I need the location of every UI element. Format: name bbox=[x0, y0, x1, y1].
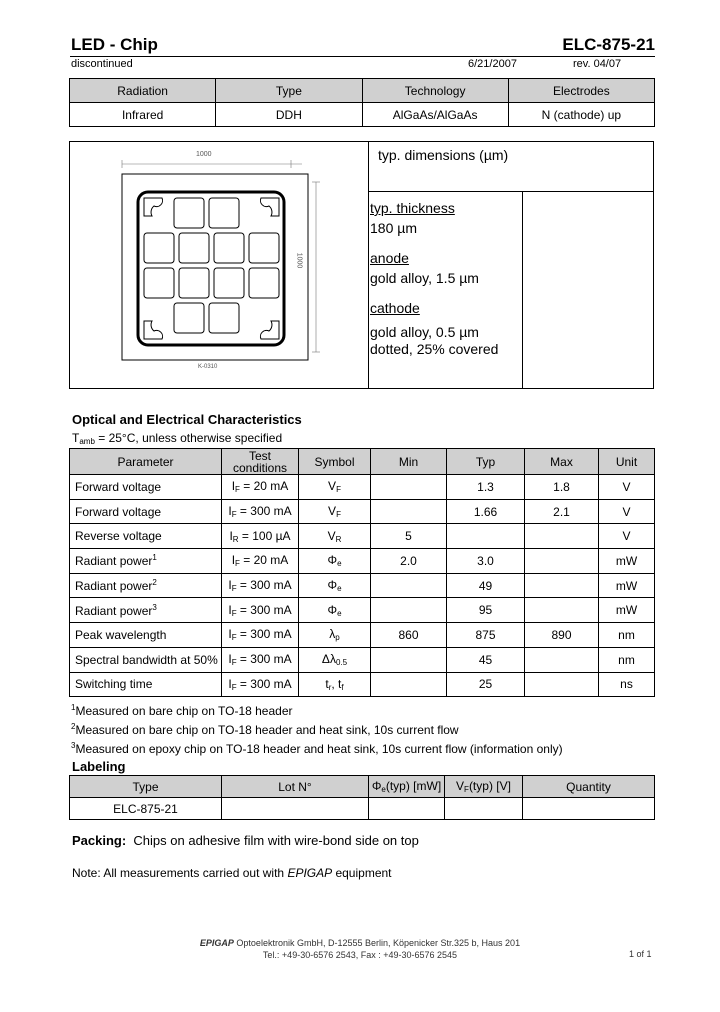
col-header-test: Test conditions bbox=[222, 449, 299, 475]
cell-parameter: Forward voltage bbox=[70, 499, 222, 524]
cell-typ: 25 bbox=[447, 672, 525, 697]
table-row bbox=[70, 499, 655, 524]
cell-unit: V bbox=[599, 524, 655, 549]
table-row bbox=[70, 647, 655, 672]
doc-type-title: LED - Chip bbox=[71, 35, 158, 54]
cell-min: 860 bbox=[371, 623, 447, 648]
cell-symbol: $\Delta\lambda_{0.5}$ bbox=[299, 647, 371, 672]
cell-unit: ns bbox=[599, 672, 655, 697]
cell-max: 2.1 bbox=[525, 499, 599, 524]
footnote: $^3$Measured on epoxy chip on TO-18 header and heat sink, 10s current flow (information only) bbox=[71, 741, 563, 756]
summary-value: DDH bbox=[216, 103, 362, 127]
summary-header: Type bbox=[216, 79, 362, 103]
drawing-code: K-0310 bbox=[198, 364, 218, 370]
footnotes bbox=[71, 700, 563, 757]
thickness-heading: typ. thickness bbox=[370, 200, 455, 216]
cell-condition: $I_F = 300$ mA bbox=[222, 647, 299, 672]
packing-text: Chips on adhesive film with wire-bond side on top bbox=[133, 833, 419, 848]
cell-max: 1.8 bbox=[525, 475, 599, 500]
optical-condition: $T_{amb} = 25^\circ C$, unless otherwise specified bbox=[72, 431, 283, 446]
cell-max bbox=[525, 573, 599, 598]
footnote: $^1$Measured on bare chip on TO-18 header bbox=[71, 703, 293, 718]
footnote: $^2$Measured on bare chip on TO-18 header and heat sink, 10s current flow bbox=[71, 722, 459, 737]
label-lot-value bbox=[222, 798, 369, 820]
cell-symbol: $V_F$ bbox=[299, 499, 371, 524]
drawing-height-label: 1000 bbox=[295, 252, 303, 269]
footer-line-2: Tel.: +49-30-6576 2543, Fax : +49-30-6576 2545 bbox=[262, 950, 458, 960]
cell-unit: mW bbox=[599, 598, 655, 623]
cell-max bbox=[525, 524, 599, 549]
dimensions-rule bbox=[368, 191, 654, 192]
note-brand: EPIGAP bbox=[287, 866, 333, 880]
label-header-lot: Lot N° bbox=[222, 776, 369, 798]
labeling-title: Labeling bbox=[72, 759, 126, 774]
table-row bbox=[70, 598, 655, 623]
cell-max bbox=[525, 647, 599, 672]
summary-header: Technology bbox=[362, 79, 508, 103]
cell-condition: $I_F = 20$ mA bbox=[222, 475, 299, 500]
cell-symbol: $t_r$, $t_f$ bbox=[299, 672, 371, 697]
cell-min: 2.0 bbox=[371, 549, 447, 574]
status-text: discontinued bbox=[71, 58, 133, 70]
labeling-table bbox=[69, 775, 655, 820]
table-row bbox=[70, 573, 655, 598]
cell-min bbox=[371, 475, 447, 500]
cell-unit: nm bbox=[599, 647, 655, 672]
dimensions-divider-2 bbox=[522, 191, 523, 388]
cathode-heading: cathode bbox=[370, 300, 420, 316]
table-row bbox=[70, 672, 655, 697]
cell-unit: nm bbox=[599, 623, 655, 648]
cell-min bbox=[371, 499, 447, 524]
label-phi-value bbox=[369, 798, 445, 820]
cell-symbol: $\Phi_e$ bbox=[299, 549, 371, 574]
cell-condition: $I_F = 300$ mA bbox=[222, 598, 299, 623]
anode-value: gold alloy, 1.5 µm bbox=[370, 270, 479, 286]
col-header-max: Max bbox=[525, 449, 599, 475]
summary-value: Infrared bbox=[70, 103, 216, 127]
cell-symbol: $V_F$ bbox=[299, 475, 371, 500]
summary-value: AlGaAs/AlGaAs bbox=[362, 103, 508, 127]
cell-typ: 95 bbox=[447, 598, 525, 623]
cell-parameter: Peak wavelength bbox=[70, 623, 222, 648]
cell-min bbox=[371, 573, 447, 598]
header-rule bbox=[70, 56, 655, 57]
cell-typ: 1.66 bbox=[447, 499, 525, 524]
cell-parameter: Forward voltage bbox=[70, 475, 222, 500]
cell-min bbox=[371, 647, 447, 672]
cell-parameter: Spectral bandwidth at 50% bbox=[70, 647, 222, 672]
summary-header: Electrodes bbox=[508, 79, 654, 103]
cell-condition: $I_F = 300$ mA bbox=[222, 499, 299, 524]
col-header-typ: Typ bbox=[447, 449, 525, 475]
table-row bbox=[70, 475, 655, 500]
cell-condition: $I_F = 300$ mA bbox=[222, 672, 299, 697]
cell-condition: $I_F = 20$ mA bbox=[222, 549, 299, 574]
label-quantity-value bbox=[523, 798, 655, 820]
cell-symbol: $\Phi_e$ bbox=[299, 598, 371, 623]
cell-condition: $I_F = 300$ mA bbox=[222, 623, 299, 648]
packing-label: Packing: bbox=[72, 833, 127, 848]
measurement-note: Note: All measurements carried out with EPIGAP equipment bbox=[72, 866, 392, 880]
cell-typ: 3.0 bbox=[447, 549, 525, 574]
label-header-phi: $\Phi_e(typ)$ [mW] bbox=[369, 776, 445, 798]
label-header-quantity: Quantity bbox=[523, 776, 655, 798]
cell-parameter: Radiant power$^3$ bbox=[70, 598, 222, 623]
packing-line bbox=[72, 833, 419, 848]
anode-heading: anode bbox=[370, 250, 409, 266]
table-row bbox=[70, 623, 655, 648]
summary-value: N (cathode) up bbox=[508, 103, 654, 127]
cell-parameter: Switching time bbox=[70, 672, 222, 697]
label-type-value: ELC-875-21 bbox=[70, 798, 222, 820]
cell-parameter: Radiant power$^2$ bbox=[70, 573, 222, 598]
thickness-value: 180 µm bbox=[370, 220, 417, 236]
table-row bbox=[70, 524, 655, 549]
cell-symbol: $V_R$ bbox=[299, 524, 371, 549]
cell-parameter: Radiant power$^1$ bbox=[70, 549, 222, 574]
col-header-parameter: Parameter bbox=[70, 449, 222, 475]
footer-brand: EPIGAP bbox=[199, 938, 234, 948]
col-header-min: Min bbox=[371, 449, 447, 475]
col-header-symbol: Symbol bbox=[299, 449, 371, 475]
dimensions-title: typ. dimensions (µm) bbox=[378, 147, 509, 163]
label-header-vf: $V_F(typ)$ [V] bbox=[445, 776, 523, 798]
cell-typ: 45 bbox=[447, 647, 525, 672]
footer bbox=[0, 937, 720, 961]
cell-min bbox=[371, 598, 447, 623]
cathode-value-2: dotted, 25% covered bbox=[370, 341, 499, 357]
cell-typ: 875 bbox=[447, 623, 525, 648]
cell-condition: $I_R = 100$ µA bbox=[222, 524, 299, 549]
table-row bbox=[70, 549, 655, 574]
dimensions-box bbox=[69, 141, 654, 389]
cell-parameter: Reverse voltage bbox=[70, 524, 222, 549]
label-header-type: Type bbox=[70, 776, 222, 798]
label-vf-value bbox=[445, 798, 523, 820]
optical-title: Optical and Electrical Characteristics bbox=[72, 412, 302, 427]
summary-table bbox=[69, 78, 655, 127]
cell-max bbox=[525, 549, 599, 574]
col-header-unit: Unit bbox=[599, 449, 655, 475]
drawing-width-label: 1000 bbox=[196, 151, 212, 158]
cell-max: 890 bbox=[525, 623, 599, 648]
page-number: 1 of 1 bbox=[629, 949, 652, 959]
dimensions-divider bbox=[368, 142, 369, 388]
cell-max bbox=[525, 598, 599, 623]
cell-symbol: $\Phi_e$ bbox=[299, 573, 371, 598]
cell-unit: V bbox=[599, 499, 655, 524]
cell-condition: $I_F = 300$ mA bbox=[222, 573, 299, 598]
cell-unit: V bbox=[599, 475, 655, 500]
cell-unit: mW bbox=[599, 549, 655, 574]
optical-table bbox=[69, 448, 655, 697]
chip-drawing bbox=[116, 152, 336, 377]
cell-typ: 1.3 bbox=[447, 475, 525, 500]
cell-symbol: $\lambda_p$ bbox=[299, 623, 371, 648]
cell-typ: 49 bbox=[447, 573, 525, 598]
part-number-title: ELC-875-21 bbox=[562, 35, 655, 54]
footer-line-1: EPIGAP Optoelektronik GmbH, D-12555 Berlin, Köpenicker Str.325 b, Haus 201 bbox=[199, 938, 521, 948]
cell-typ bbox=[447, 524, 525, 549]
cell-min: 5 bbox=[371, 524, 447, 549]
revision-text: rev. 04/07 bbox=[573, 58, 622, 70]
cell-min bbox=[371, 672, 447, 697]
cell-unit: mW bbox=[599, 573, 655, 598]
cell-max bbox=[525, 672, 599, 697]
summary-header: Radiation bbox=[70, 79, 216, 103]
cathode-value-1: gold alloy, 0.5 µm bbox=[370, 324, 479, 340]
date-text: 6/21/2007 bbox=[468, 58, 517, 70]
